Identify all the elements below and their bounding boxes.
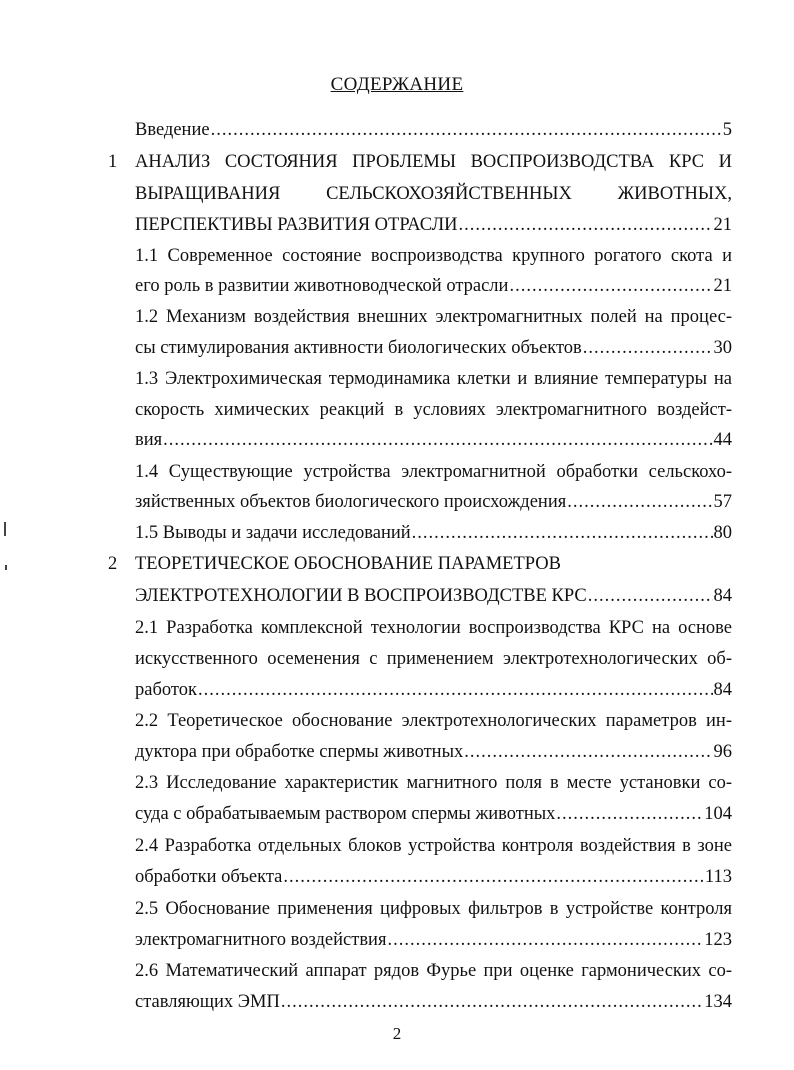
toc-page-number: 5 — [722, 120, 732, 140]
toc-section-1-2-line-2 — [135, 336, 732, 360]
toc-page-number: 21 — [713, 276, 732, 296]
page-title: СОДЕРЖАНИЕ — [330, 74, 464, 95]
dot-leader — [567, 490, 712, 514]
toc-page-number: 57 — [713, 492, 732, 512]
toc-section-2-3-line-2 — [135, 802, 732, 826]
toc-section-2-5-line-2 — [135, 928, 732, 952]
toc-entry-title: вия — [135, 430, 163, 450]
page-number: 2 — [392, 1024, 402, 1043]
toc-section-1-5 — [135, 521, 732, 545]
toc-entry-title: суда с обрабатываемым раствором спермы животных — [135, 804, 556, 824]
toc-entry-title: его роль в развитии животноводческой отрасли — [135, 276, 509, 296]
toc-entry-title: Введение — [135, 120, 210, 140]
toc-page-number: 134 — [704, 992, 732, 1012]
toc-entry-title: дуктора при обработке спермы животных — [135, 742, 464, 762]
toc-page-number: 21 — [713, 215, 732, 235]
dot-leader — [281, 990, 703, 1014]
toc-section-2-5-line-1: 2.5 Обоснование применения цифровых фильтров в устройстве контроля — [135, 899, 732, 919]
scan-mark — [5, 565, 7, 570]
toc-entry-title: ставляющих ЭМП — [135, 992, 280, 1012]
toc-page-number: 80 — [713, 523, 732, 543]
dot-leader — [163, 428, 712, 452]
toc-entry-title: ЭЛЕКТРОТЕХНОЛОГИИ В ВОСПРОИЗВОДСТВЕ КРС — [135, 586, 587, 606]
toc-section-1-2-line-1: 1.2 Механизм воздействия внешних электромагнитных полей на процес- — [135, 307, 732, 327]
toc-page-number: 113 — [704, 867, 732, 887]
dot-leader — [509, 274, 712, 298]
toc-entry-title: ПЕРСПЕКТИВЫ РАЗВИТИЯ ОТРАСЛИ — [135, 215, 458, 235]
toc-section-2-6-line-1: 2.6 Математический аппарат рядов Фурье при оценке гармонических со- — [135, 961, 732, 981]
toc-chapter-1-line-2: ВЫРАЩИВАНИЯ СЕЛЬСКОХОЗЯЙСТВЕННЫХ ЖИВОТНЫХ, — [135, 184, 732, 204]
toc-section-1-1-line-2 — [135, 274, 732, 298]
toc-page-number: 30 — [713, 338, 732, 358]
toc-page-number: 44 — [713, 430, 732, 450]
toc-section-1-3-line-2: скорость химических реакций в условиях электромагнитного воздейст- — [135, 400, 732, 420]
toc-section-1-1-line-1: 1.1 Современное состояние воспроизводства крупного рогатого скота и — [135, 246, 732, 266]
toc-entry-title: сы стимулирования активности биологических объектов — [135, 338, 582, 358]
dot-leader — [387, 928, 703, 952]
toc-entry-title: зяйственных объектов биологического происхождения — [135, 492, 567, 512]
scan-mark — [4, 522, 6, 536]
toc-chapter-1-line-3 — [135, 213, 732, 237]
dot-leader — [198, 678, 713, 702]
toc-section-2-6-line-2 — [135, 990, 732, 1014]
toc-section-2-1-line-2: искусственного осеменения с применением электротехнологических об- — [135, 649, 732, 669]
toc-entry-title: 1.5 Выводы и задачи исследований — [135, 523, 411, 543]
chapter-number: 2 — [108, 554, 118, 574]
dot-leader — [583, 336, 713, 360]
toc-section-2-2-line-2 — [135, 740, 732, 764]
dot-leader — [412, 521, 713, 545]
toc-section-2-3-line-1: 2.3 Исследование характеристик магнитного поля в месте установки со- — [135, 773, 732, 793]
toc-entry-title: электромагнитного воздействия — [135, 930, 387, 950]
toc-page-number: 84 — [713, 680, 732, 700]
toc-section-1-3-line-3 — [135, 428, 732, 452]
toc-section-2-1-line-3 — [135, 678, 732, 702]
toc-entry-title: обработки объекта — [135, 867, 283, 887]
toc-page-number: 104 — [704, 804, 732, 824]
toc-section-2-4-line-1: 2.4 Разработка отдельных блоков устройства контроля воздействия в зоне — [135, 836, 732, 856]
toc-section-2-4-line-2 — [135, 865, 732, 889]
dot-leader — [211, 118, 722, 142]
toc-page-number: 84 — [713, 586, 732, 606]
dot-leader — [283, 865, 704, 889]
toc-section-1-4-line-2 — [135, 490, 732, 514]
toc-page-number: 123 — [704, 930, 732, 950]
dot-leader — [588, 584, 713, 608]
toc-section-2-2-line-1: 2.2 Теоретическое обоснование электротехнологических параметров ин- — [135, 711, 732, 731]
toc-entry-title: работок — [135, 680, 197, 700]
toc-section-1-4-line-1: 1.4 Существующие устройства электромагнитной обработки сельскохо- — [135, 462, 732, 482]
toc-entry-intro — [135, 118, 732, 142]
toc-chapter-2-line-1: ТЕОРЕТИЧЕСКОЕ ОБОСНОВАНИЕ ПАРАМЕТРОВ — [135, 554, 561, 574]
dot-leader — [464, 740, 712, 764]
toc-section-2-1-line-1: 2.1 Разработка комплексной технологии воспроизводства КРС на основе — [135, 618, 732, 638]
toc-section-1-3-line-1: 1.3 Электрохимическая термодинамика клетки и влияние температуры на — [135, 369, 732, 389]
toc-chapter-2-line-2 — [135, 584, 732, 608]
toc-page-number: 96 — [713, 742, 732, 762]
chapter-number: 1 — [108, 152, 118, 172]
dot-leader — [556, 802, 703, 826]
dot-leader — [459, 213, 713, 237]
toc-chapter-1-line-1: АНАЛИЗ СОСТОЯНИЯ ПРОБЛЕМЫ ВОСПРОИЗВОДСТВА КРС И — [135, 152, 732, 172]
